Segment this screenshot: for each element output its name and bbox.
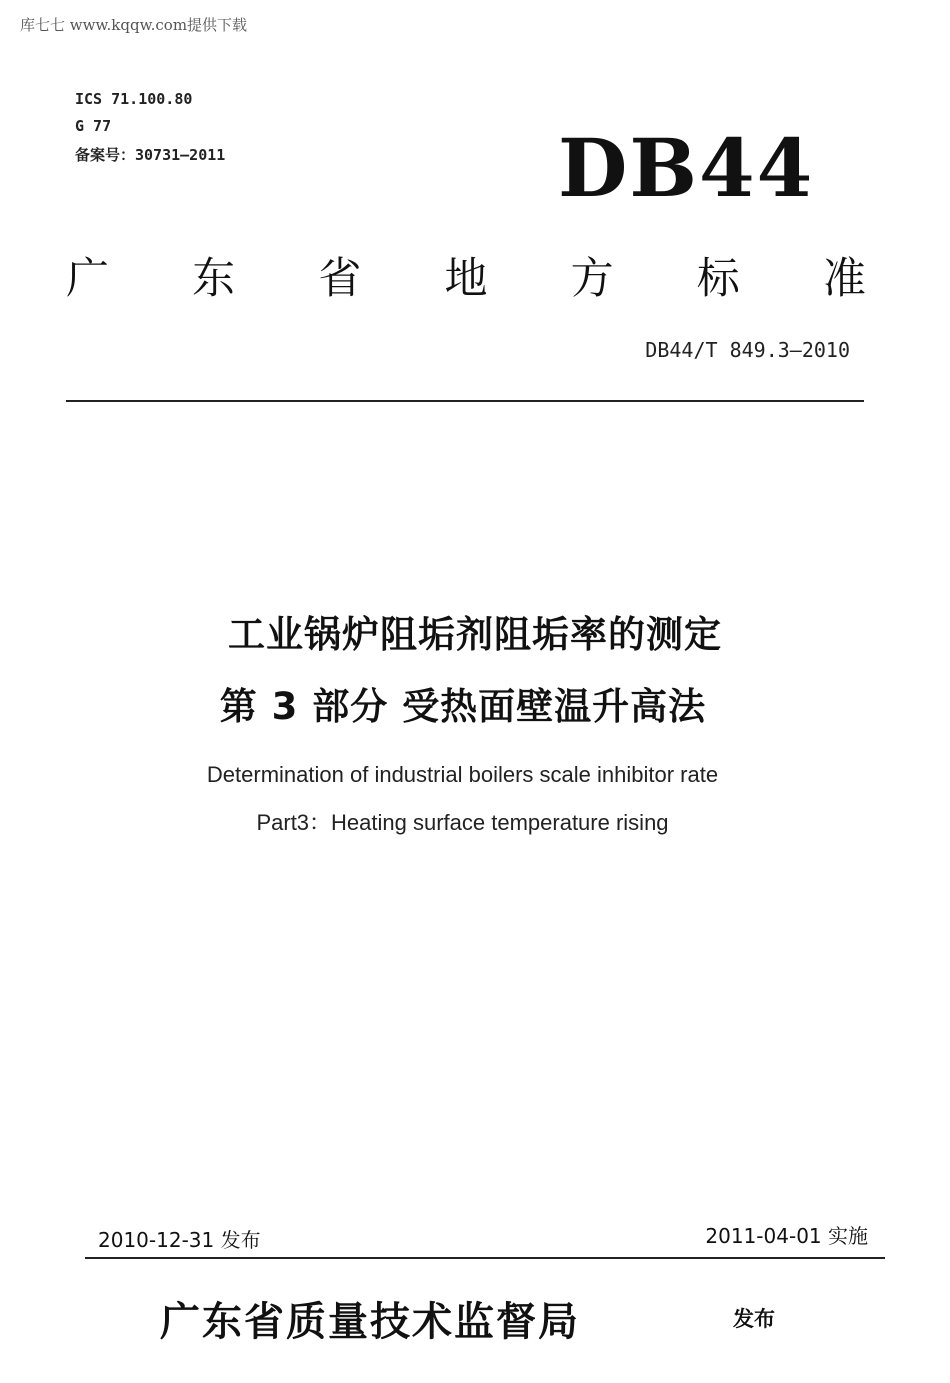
title-cn-line1: 工业锅炉阻垢剂阻垢率的测定 bbox=[228, 613, 722, 656]
issue-label: 发布 bbox=[733, 1307, 775, 1331]
standard-type-char: 省 bbox=[318, 254, 362, 304]
issuing-authority: 广东省质量技术监督局 bbox=[160, 1298, 580, 1345]
ics-code: ICS 71.100.80 bbox=[75, 90, 193, 108]
title-en-line1: Determination of industrial boilers scale inhibitor rate bbox=[206, 762, 719, 787]
standard-type-char: 标 bbox=[696, 254, 740, 304]
standard-type-char: 准 bbox=[822, 254, 866, 304]
standard-type-char: 地 bbox=[444, 254, 488, 304]
standard-type-char: 东 bbox=[192, 254, 236, 304]
standard-code-logo: DB44 bbox=[558, 121, 815, 215]
category-code: G 77 bbox=[75, 117, 112, 135]
standard-type-char: 方 bbox=[570, 254, 614, 304]
standard-type-heading bbox=[66, 245, 866, 306]
bottom-divider bbox=[85, 1257, 885, 1259]
title-cn-line2: 第 3 部分 受热面壁温升高法 bbox=[219, 685, 707, 728]
registration-number: 备案号：30731—2011 bbox=[75, 146, 226, 164]
standard-number: DB44/T 849.3—2010 bbox=[645, 338, 850, 362]
effective-date: 2011-04-01 实施 bbox=[705, 1224, 868, 1248]
title-en-line2: Part3：Heating surface temperature rising bbox=[256, 810, 669, 835]
top-divider bbox=[66, 400, 864, 402]
standard-type-char: 广 bbox=[66, 254, 109, 304]
watermark-text: 库七七 www.kqqw.com提供下载 bbox=[20, 16, 248, 34]
publish-date: 2010-12-31 发布 bbox=[98, 1228, 261, 1252]
